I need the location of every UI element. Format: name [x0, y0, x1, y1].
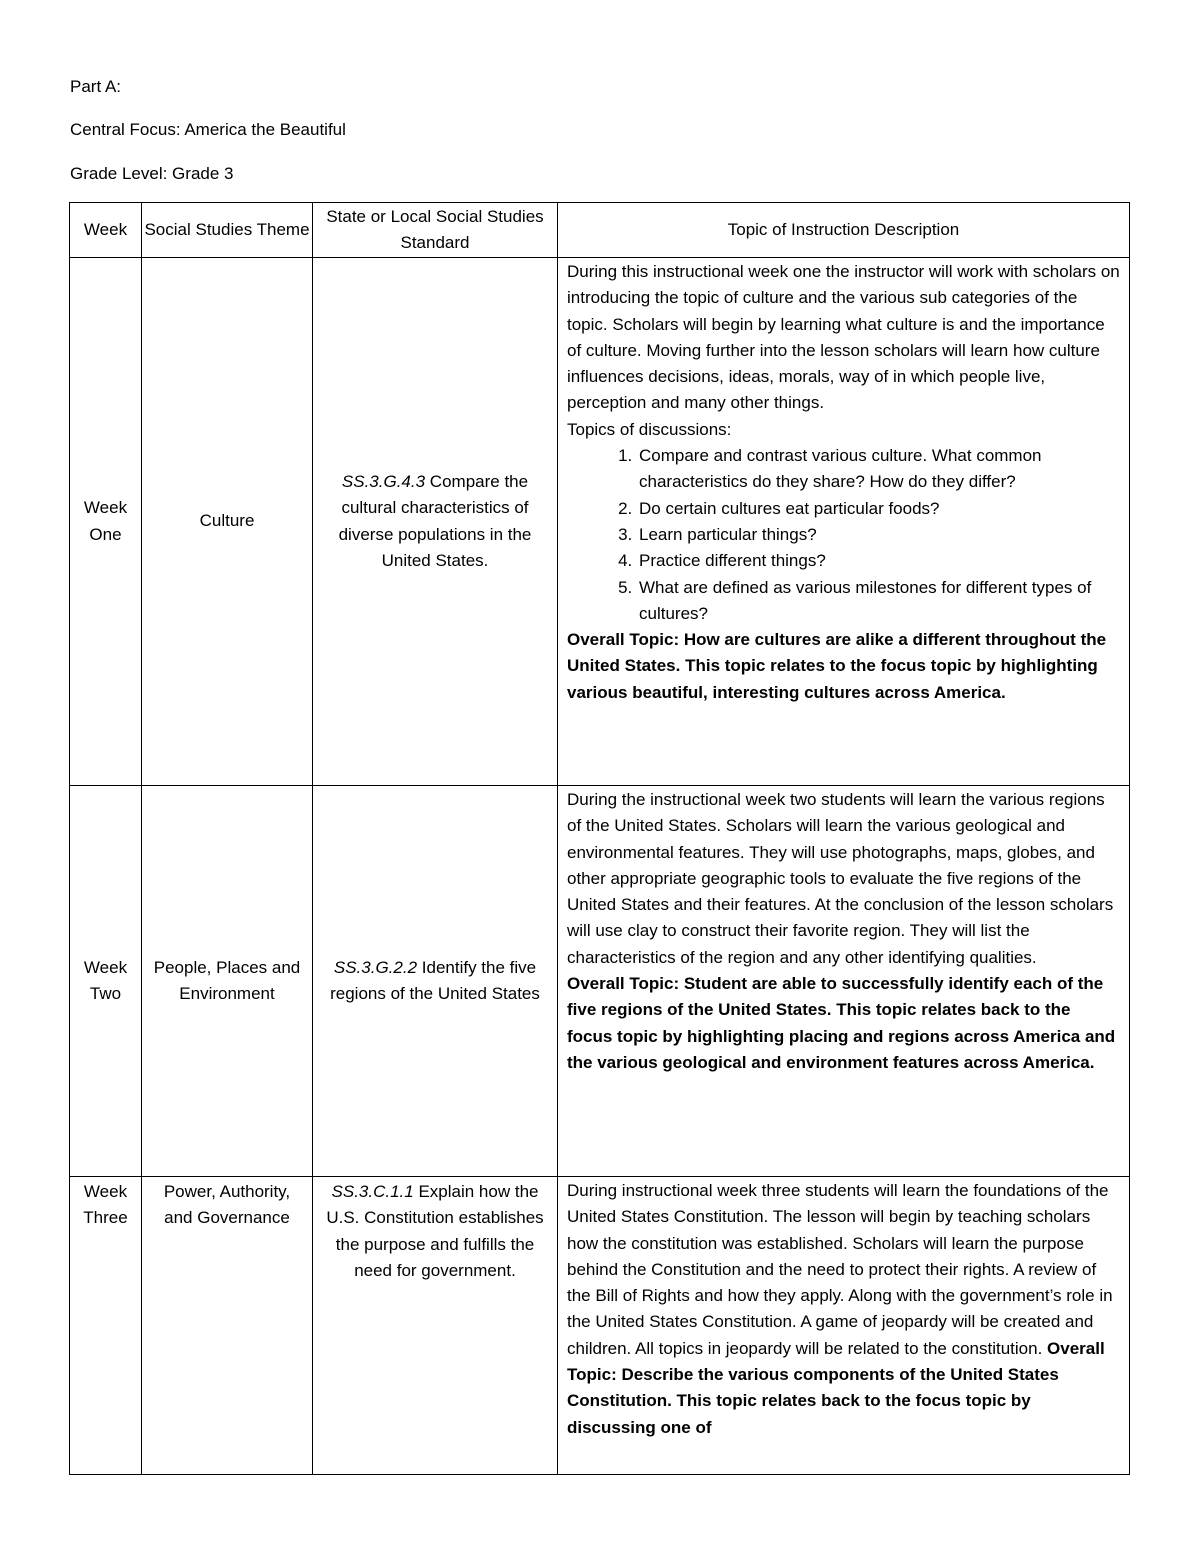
- theme-cell: Culture: [142, 258, 313, 786]
- table-row: [70, 786, 1130, 1177]
- theme-cell: Power, Authority, and Governance: [142, 1177, 313, 1475]
- table-header-row: [70, 203, 1130, 258]
- overall-topic: Overall Topic: How are cultures are alike a different throughout the United States. This topic relates to the focus topic by highlighting various beautiful, interesting cultures across America.: [567, 630, 1107, 702]
- description-cell: [558, 258, 1130, 786]
- topics-label: Topics of discussions:: [567, 419, 732, 439]
- standard-cell: [313, 1177, 558, 1475]
- standard-cell: [313, 258, 558, 786]
- list-item: 3. Learn particular things?: [637, 522, 1120, 548]
- description-intro: During instructional week three students will learn the foundations of the United States Constitution. The lesson will begin by teaching scholars how the constitution was established. Scholars will learn the purpose behind the Constitution and the need to protect their rights. A review of the Bill of Rights and how they apply. Along with the government’s role in the United States Constitution. A game of jeopardy will be created and children. All topics in jeopardy will be related to the constitution.: [567, 1181, 1113, 1358]
- instruction-plan-table: [69, 202, 1130, 1475]
- topics-list: [567, 443, 1120, 627]
- column-header-description: Topic of Instruction Description: [558, 203, 1130, 258]
- description-intro: During the instructional week two students will learn the various regions of the United States. Scholars will learn the various geological and environmental features. They will use photographs, maps, globes, and other appropriate geographic tools to evaluate the five regions of the United States and their features. At the conclusion of the lesson scholars will use clay to construct their favorite region. They will list the characteristics of the region and any other identifying qualities.: [567, 790, 1114, 967]
- central-focus: Central Focus: America the Beautiful: [70, 120, 346, 139]
- table-row: [70, 258, 1130, 786]
- standard-code: SS.3.C.1.1: [331, 1182, 414, 1201]
- list-item: 2. Do certain cultures eat particular foods?: [637, 496, 1120, 522]
- standard-code: SS.3.G.4.3: [341, 471, 426, 491]
- description-cell: [558, 786, 1130, 1177]
- standard-text: Compare the cultural characteristics of diverse populations in the United States.: [338, 471, 532, 570]
- list-item: 1. Compare and contrast various culture. What common characteristics do they share? How do they differ?: [637, 443, 1120, 496]
- column-header-week: Week: [70, 203, 142, 258]
- overall-topic: Overall Topic: Describe the various components of the United States Constitution. This topic relates back to the focus topic by discussing one of: [567, 1338, 1105, 1437]
- description-cell: [558, 1177, 1130, 1475]
- part-heading: Part A:: [70, 77, 122, 96]
- week-cell: Week Three: [70, 1177, 142, 1475]
- standard-text: Explain how the U.S. Constitution establishes the purpose and fulfills the need for government.: [326, 1182, 544, 1280]
- table-row: [70, 1177, 1130, 1475]
- theme-cell: People, Places and Environment: [142, 786, 313, 1177]
- list-item: 5. What are defined as various milestones for different types of cultures?: [637, 575, 1120, 628]
- standard-code: SS.3.G.2.2: [333, 957, 418, 977]
- description-intro: During this instructional week one the instructor will work with scholars on introducing the topic of culture and the various sub categories of the topic. Scholars will begin by learning what culture is and the importance of culture. Moving further into the lesson scholars will learn how culture influences decisions, ideas, morals, way of in which people live, perception and many other things.: [567, 262, 1120, 413]
- overall-topic: Overall Topic: Student are able to successfully identify each of the five regions of the United States. This topic relates back to the focus topic by highlighting placing and regions across America and the various geological and environment features across America.: [567, 974, 1116, 1072]
- list-item: 4. Practice different things?: [637, 548, 1120, 574]
- standard-cell: [313, 786, 558, 1177]
- week-cell: Week One: [70, 258, 142, 786]
- column-header-theme: Social Studies Theme: [142, 203, 313, 258]
- column-header-standard: State or Local Social Studies Standard: [313, 203, 558, 258]
- standard-text: Identify the five regions of the United States: [330, 957, 540, 1003]
- week-cell: Week Two: [70, 786, 142, 1177]
- grade-level: Grade Level: Grade 3: [70, 164, 234, 183]
